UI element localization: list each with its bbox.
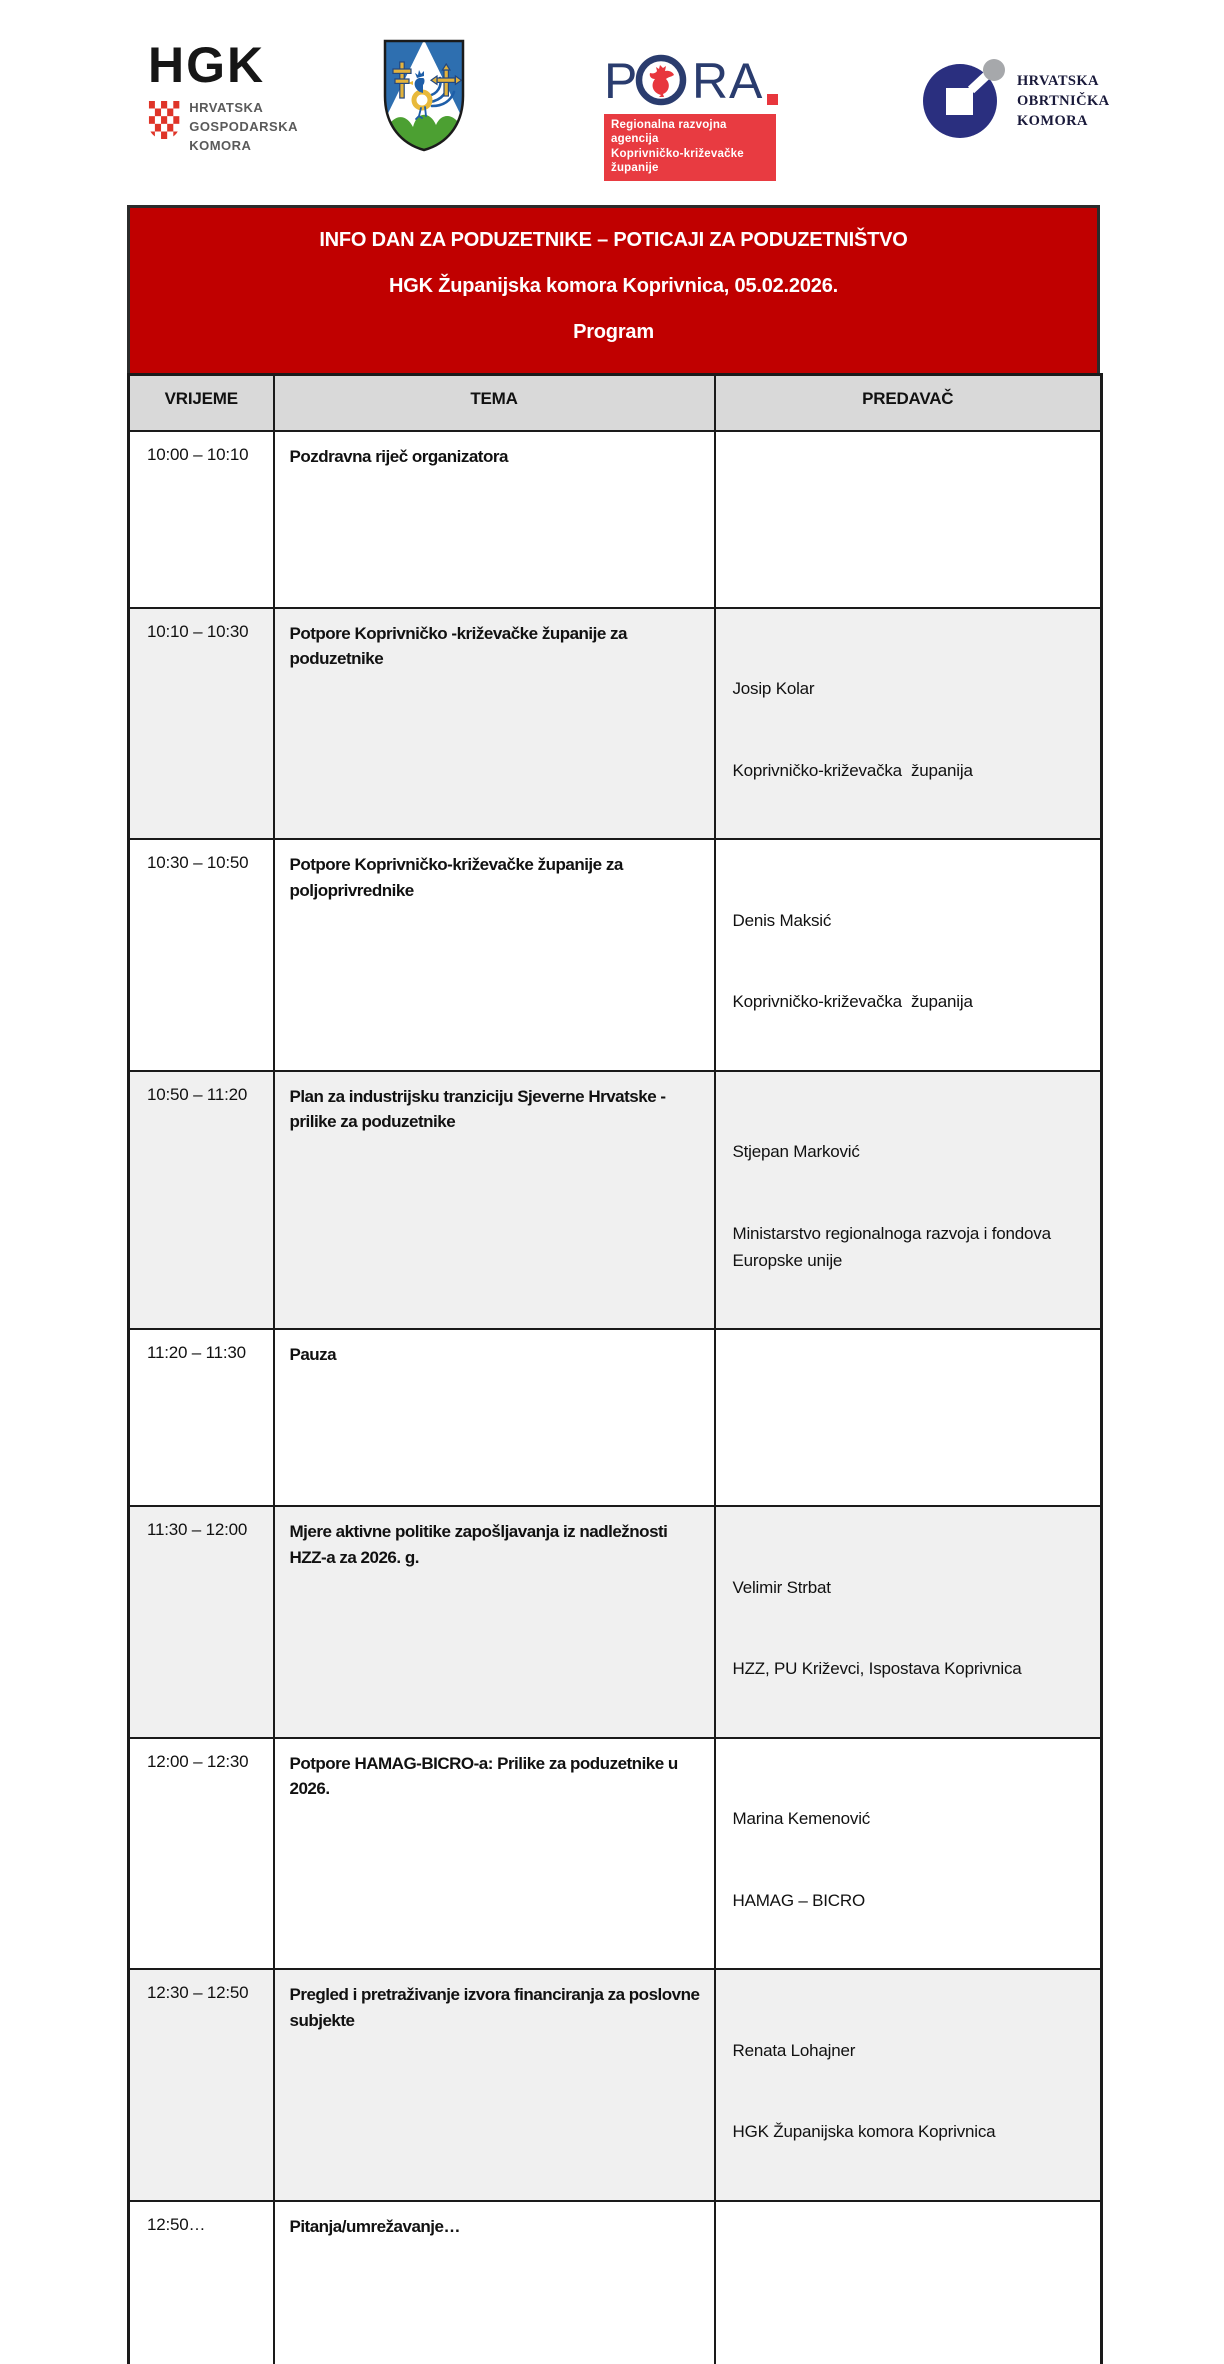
time-cell: 11:30 – 12:00 (129, 1506, 274, 1738)
hok-name-line: HRVATSKA (1017, 72, 1099, 89)
hgk-checkerboard-shield-icon (148, 94, 180, 146)
column-header-predavac: PREDAVAČ (715, 375, 1102, 431)
svg-text:R: R (692, 53, 729, 108)
pora-banner-line: Koprivničko-križevačke županije (611, 147, 744, 175)
speaker-cell (715, 1738, 1102, 1970)
hok-logo (920, 55, 1110, 141)
topic-cell: Potpore Koprivničko-križevačke županije za poljoprivrednike (274, 839, 715, 1071)
topic-cell: Plan za industrijsku tranziciju Sjeverne Hrvatske - prilike za poduzetnike (274, 1071, 715, 1330)
speaker-org: Ministarstvo regionalnoga razvoja i fondova Europske unije (732, 1223, 1056, 1270)
logos-strip (0, 0, 1224, 205)
speaker-org: HZZ, PU Križevci, Ispostava Koprivnica (732, 1659, 1022, 1679)
pora-logo (604, 50, 782, 181)
table-row (129, 1738, 1102, 1970)
title-banner (127, 205, 1100, 373)
speaker-cell (715, 1506, 1102, 1738)
hgk-wordmark: HGK (148, 37, 266, 93)
time-cell: 12:30 – 12:50 (129, 1969, 274, 2201)
time-cell: 12:00 – 12:30 (129, 1738, 274, 1970)
table-row (129, 2201, 1102, 2364)
table-row (129, 1506, 1102, 1738)
table-row (129, 431, 1102, 608)
program-table (127, 373, 1103, 2364)
speaker-name: Marina Kemenović (732, 1809, 871, 1829)
topic-cell: Pozdravna riječ organizatora (274, 431, 715, 608)
time-cell: 11:20 – 11:30 (129, 1329, 274, 1506)
time-cell: 12:50… (129, 2201, 274, 2364)
speaker-name: Josip Kolar (732, 679, 815, 698)
speaker-name: Stjepan Marković (732, 1142, 860, 1161)
topic-cell: Pitanja/umrežavanje… (274, 2201, 715, 2364)
event-subtitle: HGK Županijska komora Koprivnica, 05.02.2026. (389, 275, 838, 297)
svg-text:P: P (604, 53, 638, 108)
speaker-cell (715, 608, 1102, 840)
speaker-cell (715, 1071, 1102, 1330)
topic-cell: Mjere aktivne politike zapošljavanja iz nadležnosti HZZ-a za 2026. g. (274, 1506, 715, 1738)
speaker-name: Renata Lohajner (732, 2040, 856, 2060)
time-cell: 10:00 – 10:10 (129, 431, 274, 608)
table-header-row (129, 375, 1102, 431)
time-cell: 10:50 – 11:20 (129, 1071, 274, 1330)
svg-text:A: A (729, 53, 763, 108)
speaker-org: HGK Županijska komora Koprivnica (732, 2122, 996, 2142)
speaker-org: HAMAG – BICRO (732, 1890, 865, 1910)
hgk-name-line: HRVATSKA (189, 100, 264, 115)
table-row (129, 1071, 1102, 1330)
pora-banner-line: Regionalna razvojna agencija (611, 119, 727, 146)
table-row (129, 1969, 1102, 2201)
county-coat-of-arms-logo (380, 36, 468, 159)
topic-cell: Pregled i pretraživanje izvora financiranja za poslovne subjekte (274, 1969, 715, 2201)
hok-emblem-icon (920, 55, 1008, 141)
speaker-org: Koprivničko-križevačka županija (732, 992, 973, 1012)
topic-cell: Potpore Koprivničko -križevačke županije za poduzetnike (274, 608, 715, 840)
speaker-cell (715, 2201, 1102, 2364)
speaker-org: Koprivničko-križevačka županija (732, 760, 973, 780)
table-row (129, 608, 1102, 840)
time-cell: 10:10 – 10:30 (129, 608, 274, 840)
event-title: INFO DAN ZA PODUZETNIKE – POTICAJI ZA PODUZETNIŠTVO (319, 229, 908, 251)
column-header-tema: TEMA (274, 375, 715, 431)
program-label: Program (573, 321, 654, 343)
hgk-name-line: KOMORA (189, 137, 252, 153)
speaker-cell (715, 431, 1102, 608)
speaker-cell (715, 839, 1102, 1071)
pora-wordmark-icon (604, 50, 780, 108)
speaker-name: Denis Maksić (732, 910, 832, 930)
topic-cell: Pauza (274, 1329, 715, 1506)
speaker-name: Velimir Strbat (732, 1577, 831, 1597)
document-body (127, 205, 1100, 2364)
hok-name-line: KOMORA (1017, 113, 1088, 130)
topic-cell: Potpore HAMAG-BICRO-a: Prilike za poduzetnike u 2026. (274, 1738, 715, 1970)
column-header-vrijeme: VRIJEME (129, 375, 274, 431)
speaker-cell (715, 1969, 1102, 2201)
coat-of-arms-shield-icon (380, 36, 468, 154)
table-row (129, 839, 1102, 1071)
hgk-logo (148, 37, 298, 156)
hgk-name-line: GOSPODARSKA (189, 118, 298, 134)
pora-banner (604, 114, 776, 181)
table-row (129, 1329, 1102, 1506)
time-cell: 10:30 – 10:50 (129, 839, 274, 1071)
hok-name-line: OBRTNIČKA (1017, 92, 1110, 109)
speaker-cell (715, 1329, 1102, 1506)
